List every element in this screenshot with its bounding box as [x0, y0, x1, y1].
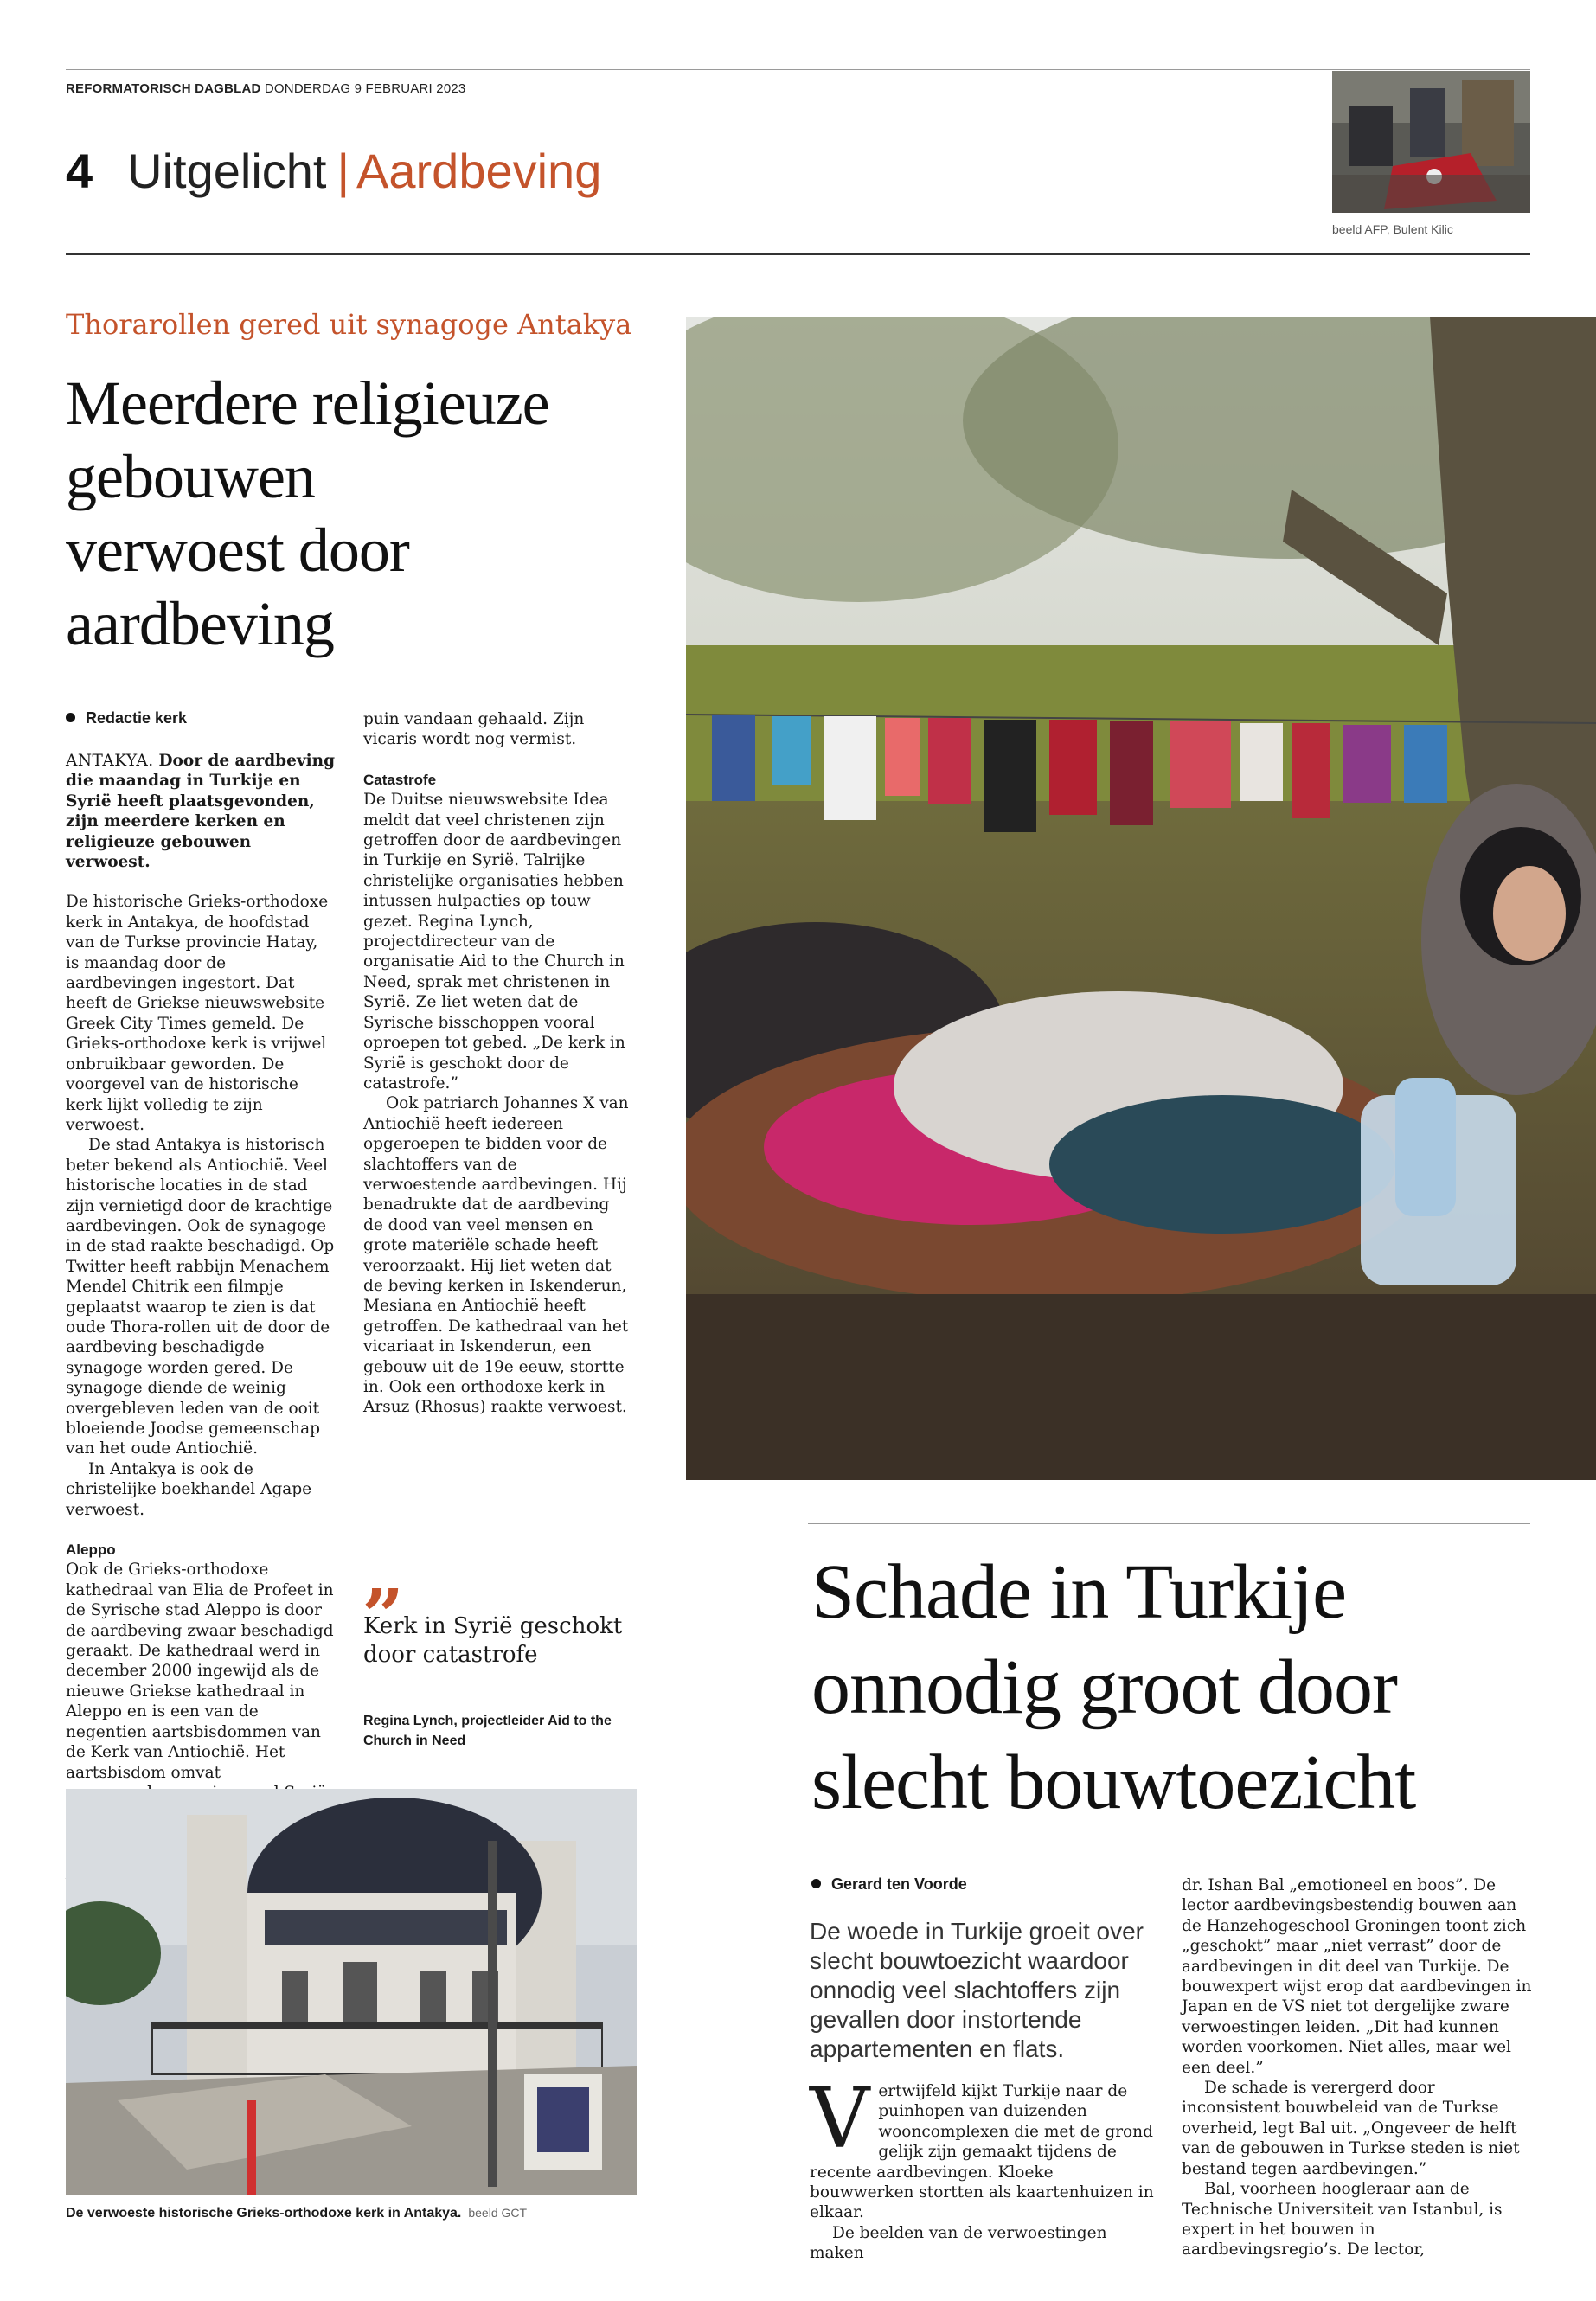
article2-intro: De woede in Turkije groeit over slecht bouwtoezicht waardoor onnodig veel slachtoffers zijn gevallen door instortende appartementen en flats. [810, 1918, 1144, 2062]
caption-text: De verwoeste historische Grieks-orthodoxe kerk in Antakya. [66, 2206, 462, 2221]
body-paragraph: In Antakya is ook de christelijke boekhandel Agape verwoest. [66, 1459, 312, 1519]
article1-byline [66, 709, 187, 727]
body-text: ertwijfeld kijkt Turkije naar de puinhopen van duizenden wooncomplexen die met de grond gelijk zijn gemaakt tijdens de recente aardbevingen. Kloeke bouwwerken stortten als kaartenhuizen in elkaar. [810, 2082, 1154, 2222]
header-rule [66, 253, 1530, 255]
church-photo [66, 1789, 637, 2195]
church-photo-caption [66, 2206, 527, 2221]
byline-author: Gerard ten Voorde [831, 1875, 967, 1893]
body-paragraph: Ook de Grieks-orthodoxe kathedraal van Elia de Profeet in de Syrische stad Aleppo is door de aardbeving zwaar beschadigd geraakt. De kathedraal werd in december 2000 ingewijd als de nieuwe Griekse kathedraal in Aleppo en is een van de negentien aartsbisdommen van de Kerk van Antiochië. Het aartsbisdom omvat [66, 1561, 334, 1782]
section-name: Uitgelicht [127, 144, 327, 198]
article1-headline [66, 367, 671, 661]
headline-line: Schade in Turkije [811, 1549, 1347, 1635]
paper-date: DONDERDAG 9 FEBRUARI 2023 [264, 81, 466, 96]
article2-headline [811, 1545, 1555, 1830]
article2-top-rule [808, 1523, 1530, 1524]
lead-paragraph [66, 751, 336, 872]
page-heading [66, 145, 601, 197]
body-paragraph: Bal, voorheen hoogleraar aan de Technische Universiteit van Istanbul, is expert in het bouwen in aardbevingsregio’s. De lector, [1182, 2180, 1503, 2259]
body-paragraph: De Duitse nieuwswebsite Idea meldt dat veel christenen zijn getroffen door de aardbevingen in Turkije en Syrië. Talrijke christelijke organisaties hebben intussen hulpacties op touw gezet. Regina Lynch, projectdirecteur van de organisatie Aid to the Church in Need, sprak met christenen in Syrië. Ze liet weten dat de Syrische bisschoppen vooral oproepen tot gebed. „De kerk in Syrië is geschokt door de catastrofe.” [363, 791, 625, 1093]
caption-credit: beeld GCT [468, 2206, 528, 2220]
article2-column-d [1182, 1875, 1532, 2260]
page-number: 4 [66, 144, 93, 198]
body-paragraph: puin vandaan gehaald. Zijn vicaris wordt nog vermist. [363, 710, 585, 749]
headline-line: slecht bouwtoezicht [811, 1740, 1416, 1825]
headline-line: verwoest door [66, 516, 409, 585]
byline-author: Redactie kerk [86, 709, 188, 727]
body-paragraph: De historische Grieks-orthodoxe kerk in Antakya, de hoofdstad van de Turkse provincie Hatay, is maandag door de aardbevingen ingestort. Dat heeft de Griekse nieuwswebsite Greek City Times gemeld. De Grieks-orthodoxe kerk is vrijwel onbruikbaar geworden. De voorgevel van de historische kerk lijkt volledig te zijn verwoest. [66, 893, 329, 1134]
body-paragraph: De beelden van de verwoestingen maken [810, 2223, 1107, 2263]
article1-column-b [363, 709, 633, 1418]
header-thumbnail-photo [1332, 71, 1530, 213]
headline-line: gebouwen [66, 442, 315, 511]
body-paragraph: De stad Antakya is historisch beter bekend als Antiochië. Veel historische locaties in de stad zijn vernietigd door de krachtige aardbevingen. Ook de synagoge in de stad raakte beschadigd. Op Twitter heeft rabbijn Menachem Mendel Chitrik een filmpje geplaatst waarop te zien is dat oude Thora-rollen uit de door de aardbeving beschadigde synagoge worden gered. De synagoge diende de weinig overgebleven leden van de ooit bloeiende Joodse gemeenschap van het oude Antiochië. [66, 1136, 335, 1458]
top-rule [66, 69, 1530, 70]
body-paragraph: Ook patriarch Johannes X van Antiochië heeft iedereen opgeroepen te bidden voor de slachtoffers van de verwoestende aardbevingen. Hij benadrukte dat de aardbeving de dood van veel mensen en grote materiële schade heeft veroorzaakt. Hij liet weten dat de beving kerken in Iskenderun, Mesiana en Antiochië heeft getroffen. De kathedraal van het vicariaat in Iskenderun, een gebouw uit de 19e eeuw, stortte in. Ook een orthodoxe kerk in Arsuz (Rhosus) raakte verwoest. [363, 1094, 629, 1417]
masthead-line [66, 81, 465, 96]
subheading-aleppo: Aleppo [66, 1541, 116, 1559]
article1-kicker: Thorarollen gered uit synagoge Antakya [66, 308, 632, 341]
drop-cap: V [810, 2070, 870, 2167]
paper-name: REFORMATORISCH DAGBLAD [66, 81, 261, 96]
headline-line: aardbeving [66, 589, 334, 658]
body-paragraph: dr. Ishan Bal „emotioneel en boos”. De lector aardbevingsbestendig bouwen aan de Hanzehogeschool Groningen toont zich „geschokt” maar „niet verrast” door de aardbevingen in dit deel van Turkije. De bouwexpert wijst erop dat aardbevingen in Japan en de VS niet tot dergelijke zware verwoestingen leiden. „Dit had kunnen worden voorkomen. Niet alles, maar wel een deel.” [1182, 1876, 1532, 2077]
dateline: ANTAKYA. [66, 752, 154, 770]
quote-mark: „ [363, 1531, 406, 1617]
body-paragraph [810, 2070, 1160, 2223]
pull-quote: Kerk in Syrië geschokt door catastrofe [363, 1613, 623, 1668]
lead-text: Door de aardbeving die maandag in Turkije en Syrië heeft plaatsgevonden, zijn meerdere kerken en religieuze gebouwen verwoest. [66, 752, 336, 872]
headline-line: onnodig groot door [811, 1644, 1397, 1730]
main-photo [686, 317, 1596, 1480]
article1-column-a [66, 751, 336, 1904]
pull-quote-attribution: Regina Lynch, projectleider Aid to the Church in Need [363, 1714, 612, 1748]
section-separator: | [337, 144, 350, 198]
byline-bullet-icon [811, 1879, 821, 1888]
byline-bullet-icon [66, 713, 75, 722]
subheading-catastrofe: Catastrofe [363, 771, 437, 788]
body-paragraph: De schade is verergerd door inconsistent bouwbeleid van de Turkse overheid, legt Bal uit. „Ongeveer de helft van de gebouwen in Turkse steden is niet bestand tegen aardbevingen.” [1182, 2079, 1520, 2178]
section-topic: Aardbeving [356, 144, 602, 198]
headline-line: Meerdere religieuze [66, 369, 549, 438]
thumbnail-credit: beeld AFP, Bulent Kilic [1332, 222, 1453, 236]
article2-column-c [810, 2070, 1160, 2264]
article2-byline [811, 1875, 967, 1894]
